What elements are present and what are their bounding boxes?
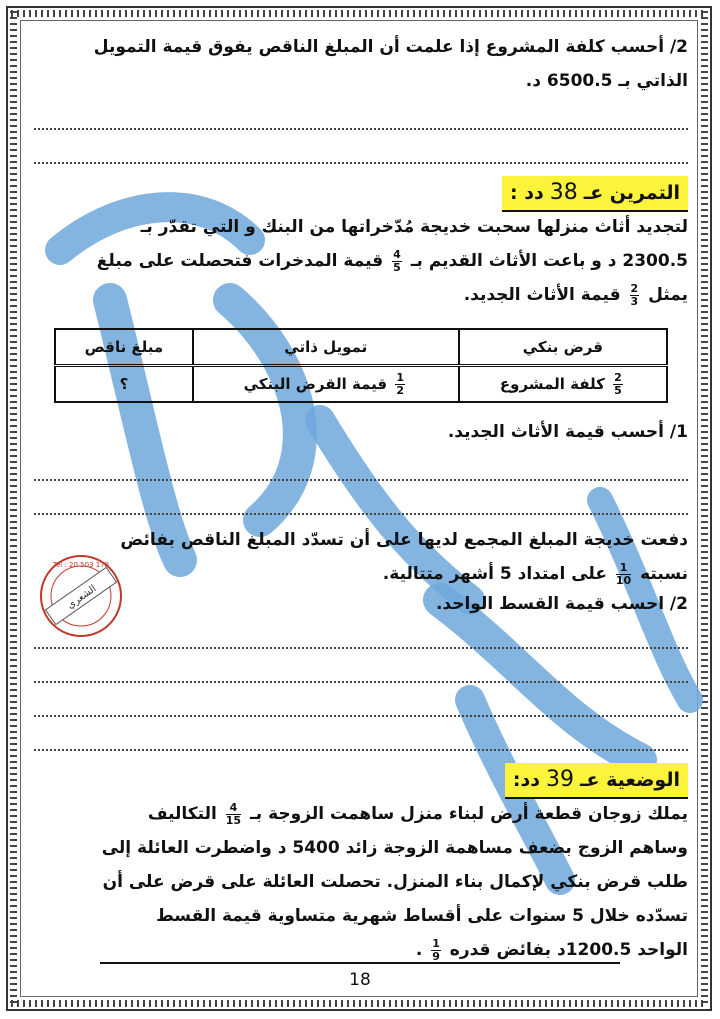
stamp-seal (38, 553, 124, 639)
exercise-38-title (502, 176, 688, 212)
exercise-39-line-2: وساهم الزوج بضعف مساهمة الزوجة زائد 5400 د واضطرت العائلة إلى (101, 838, 688, 858)
text-span: قيمة الأثاث الجديد. (463, 285, 621, 305)
text-span: . (415, 940, 423, 960)
border-pattern-bottom (11, 1000, 707, 1007)
exercise-38-question-1: 1/ أحسب قيمة الأثاث الجديد. (447, 422, 688, 442)
title-prefix: الوضعية عـ (579, 769, 680, 791)
table-cell-self-funding (193, 366, 459, 403)
fraction (395, 372, 405, 397)
question-2-line-1: 2/ أحسب كلفة المشروع إذا علمت أن المبلغ الناقص يفوق قيمة التمويل (93, 37, 688, 57)
table-header-cell: قرض بنكي (459, 329, 667, 366)
answer-line (34, 719, 688, 751)
footer-rule (100, 962, 620, 964)
border-pattern-right (701, 11, 708, 1006)
title-suffix: دد: (512, 769, 540, 791)
answer-line (34, 449, 688, 481)
exercise-39-line-3: طلب قرض بنكي لإكمال بناء المنزل. تحصلت العائلة على قرض على أن (102, 872, 688, 892)
fraction (392, 249, 402, 274)
text-span: قيمة المدخرات فتحصلت على مبلغ (96, 251, 384, 271)
exercise-38-question-2: 2/ احسب قيمة القسط الواحد. (435, 594, 688, 614)
numerator: 4 (393, 247, 401, 261)
text-span: يمثل (648, 285, 688, 305)
page-number: 18 (349, 970, 371, 990)
denominator: 2 (396, 384, 404, 397)
denominator: 15 (225, 813, 242, 827)
text-span: على امتداد 5 أشهر متتالية. (382, 564, 607, 584)
fraction (613, 372, 623, 397)
text-span: الواحد 1200.5د بفائض قدره (449, 940, 688, 960)
answer-line (34, 685, 688, 717)
exercise-number: 39 (545, 767, 574, 792)
exercise-38-paragraph-1: دفعت خديجة المبلغ المجمع لديها على أن تسدّد المبلغ الناقص بفائض (120, 530, 688, 550)
title-suffix: دد : (510, 182, 544, 204)
exercise-number: 38 (549, 180, 578, 205)
answer-line (34, 483, 688, 515)
fraction (431, 938, 441, 963)
border-pattern-left (10, 11, 17, 1006)
table-cell-bank-loan (459, 366, 667, 403)
title-prefix: التمرين عـ (583, 182, 680, 204)
denominator: 3 (630, 294, 639, 308)
denominator: 5 (614, 384, 622, 397)
question-2-line-2: الذاتي بـ 6500.5 د. (525, 71, 688, 91)
answer-line (34, 617, 688, 649)
financing-table (54, 328, 668, 403)
numerator: 1 (432, 936, 440, 950)
table-header-row (55, 329, 667, 366)
exercise-38-paragraph-2 (34, 557, 688, 591)
text-span: 2300.5 د و باعت الأثاث القديم بـ (410, 251, 688, 271)
fraction (630, 283, 640, 308)
numerator: 2 (630, 281, 639, 295)
answer-line (34, 651, 688, 683)
exercise-39-title (505, 763, 688, 799)
text-span: التكاليف (147, 804, 217, 824)
text-span: نسبته (640, 564, 688, 584)
svg-text:Tel : 20 503 178: Tel : 20 503 178 (52, 561, 110, 569)
exercise-38-line-1: لتجديد أثاث منزلها سحبت خديجة مُدّخراتها من البنك و التي تقدّر بـ (140, 217, 688, 237)
text-span: يملك زوجان قطعة أرض لبناء منزل ساهمت الزوجة بـ (250, 804, 688, 824)
worksheet-content (34, 30, 688, 967)
answer-line (34, 132, 688, 164)
denominator: 10 (615, 573, 632, 587)
numerator: 4 (226, 802, 241, 815)
exercise-38-line-3 (34, 278, 688, 312)
answer-line (34, 98, 688, 130)
exercise-39-line-4: تسدّده خلال 5 سنوات على أقساط شهرية متساوية قيمة القسط (156, 906, 688, 926)
numerator: 1 (396, 371, 404, 384)
table-header-cell: مبلغ ناقص (55, 329, 193, 366)
denominator: 5 (393, 260, 401, 274)
numerator: 1 (616, 562, 631, 575)
cell-text: قيمة القرض البنكي (243, 375, 388, 393)
denominator: 9 (432, 949, 440, 963)
fraction (226, 802, 241, 827)
exercise-38-line-2 (34, 244, 688, 278)
exercise-38-header (34, 176, 688, 210)
table-cell-missing-amount: ؟ (55, 366, 193, 403)
table-header-cell: تمويل ذاتي (193, 329, 459, 366)
exercise-39-line-1 (34, 797, 688, 831)
table-row (55, 366, 667, 403)
svg-text:الشعري: الشعري (65, 583, 99, 612)
cell-text: كلفة المشروع (499, 375, 605, 393)
exercise-39-header (34, 763, 688, 797)
fraction (616, 562, 631, 587)
border-pattern-top (11, 10, 707, 17)
numerator: 2 (614, 371, 622, 384)
